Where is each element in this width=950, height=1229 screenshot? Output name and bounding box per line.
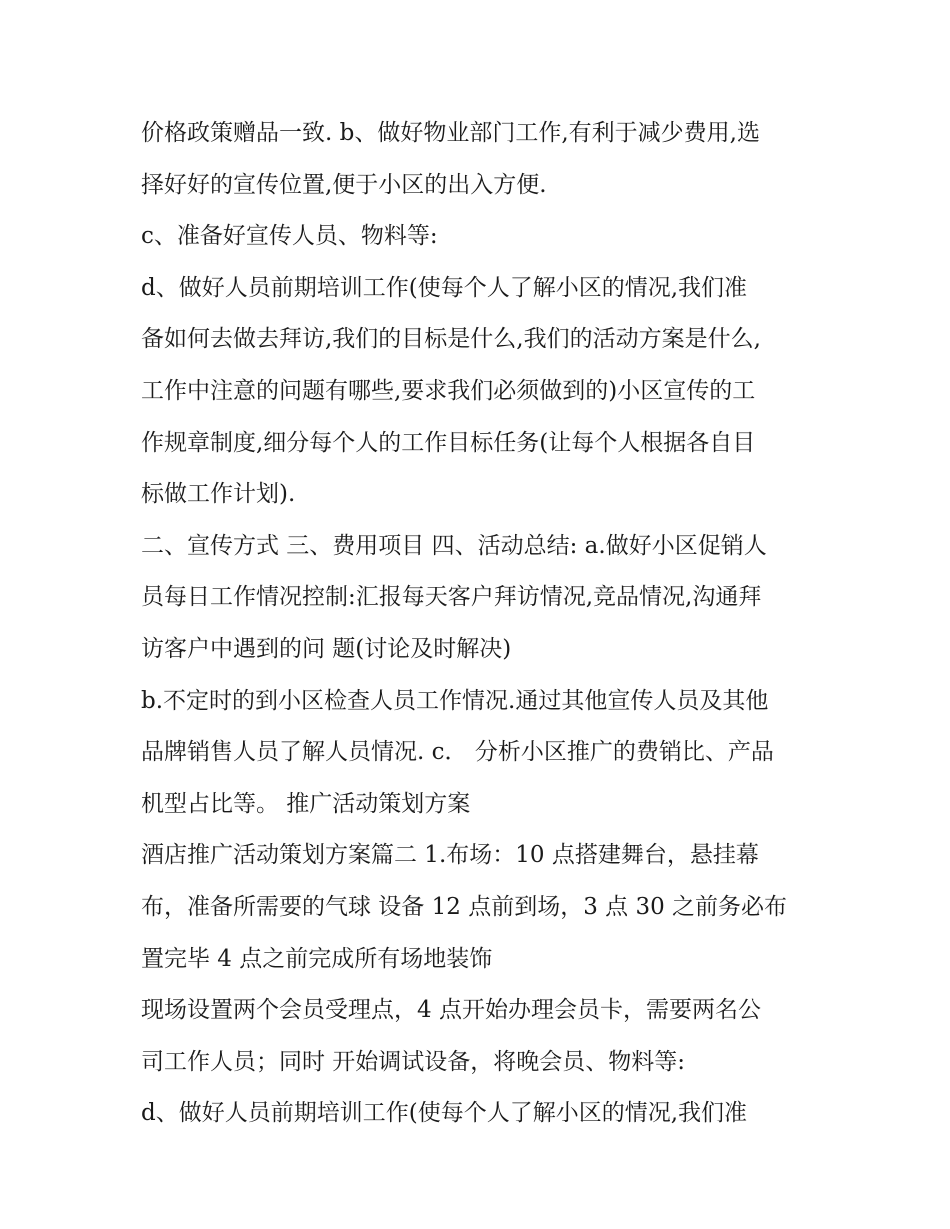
text-line: 品牌销售人员了解人员情况. c． 分析小区推广的费销比、产品 (141, 739, 774, 766)
text-line: 二、宣传方式 三、费用项目 四、活动总结: a.做好小区促销人 (141, 532, 767, 559)
text-line: 价格政策赠品一致. b、做好物业部门工作,有利于减少费用,选 (141, 120, 760, 146)
text-line: 酒店推广活动策划方案篇二 1.布场：10 点搭建舞台，悬挂幕 (141, 842, 759, 869)
text-line: 工作中注意的问题有哪些,要求我们必须做到的)小区宣传的工 (141, 377, 756, 404)
text-line: 司工作人员；同时 开始调试设备，将晚会员、物料等: (141, 1048, 686, 1075)
text-line: 机型占比等。 推广活动策划方案 (141, 790, 471, 817)
text-line: d、做好人员前期培训工作(使每个人了解小区的情况,我们准 (141, 1100, 748, 1127)
document-body-text (141, 108, 821, 1140)
text-line: 标做工作计划). (141, 481, 296, 508)
text-line: 布，准备所需要的气球 设备 12 点前到场，3 点 30 之前务必布 (141, 893, 788, 920)
text-line: 备如何去做去拜访,我们的目标是什么,我们的活动方案是什么, (141, 326, 761, 353)
text-line: 访客户中遇到的问 题(讨论及时解决) (141, 635, 512, 662)
text-line: 员每日工作情况控制:汇报每天客户拜访情况,竞品情况,沟通拜 (141, 584, 762, 611)
text-line: d、做好人员前期培训工作(使每个人了解小区的情况,我们准 (141, 274, 748, 301)
text-line: c、准备好宣传人员、物料等: (141, 223, 438, 250)
text-line: 作规章制度,细分每个人的工作目标任务(让每个人根据各自目 (141, 429, 756, 456)
text-line: b.不定时的到小区检查人员工作情况.通过其他宣传人员及其他 (141, 687, 769, 714)
text-line: 择好好的宣传位置,便于小区的出入方便. (141, 171, 547, 198)
text-line: 现场设置两个会员受理点，4 点开始办理会员卡，需要两名公 (141, 997, 761, 1024)
text-line: 置完毕 4 点之前完成所有场地装饰 (141, 945, 493, 972)
